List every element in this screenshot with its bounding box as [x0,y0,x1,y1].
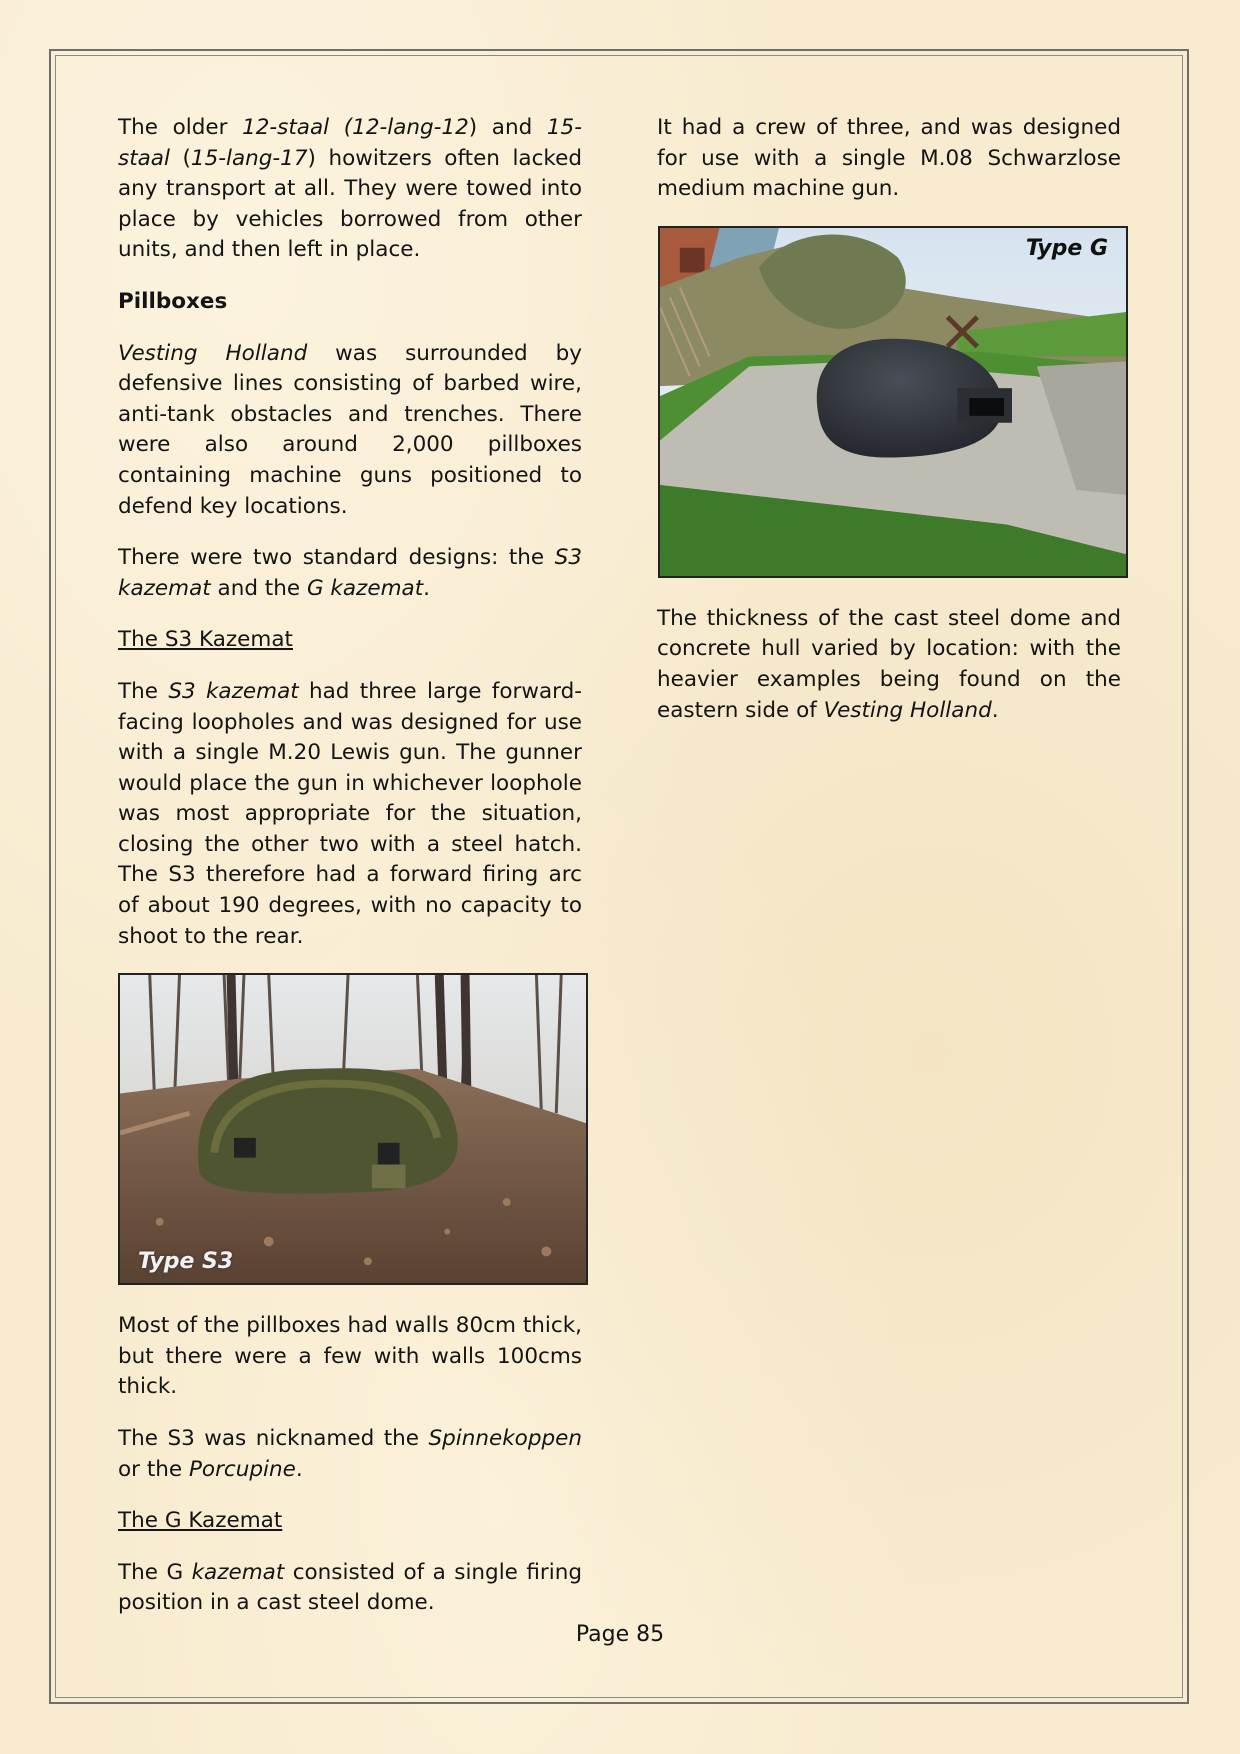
photo-type-s3-image [120,975,586,1283]
subheading-s3-kazemat: The S3 Kazemat [118,627,293,653]
paragraph-vesting-holland: Vesting Holland was surrounded by defensive lines consisting of barbed wire, anti-tank obstacles and trenches. There were also around 2,000 pillboxes containing machine guns positioned to defend key locations. [118,340,583,519]
heading-pillboxes: Pillboxes [118,288,228,314]
paragraph-s3-description: The S3 kazemat had three large forward-facing loopholes and was designed for use with a single M.20 Lewis gun. The gunner would place the gun in whichever loophole was most appropriate for the situation, closing the other two with a steel hatch. The S3 therefore had a forward firing arc of about 190 degrees, with no capacity to shoot to the rear. [118,678,582,949]
page-number: Page 85 [575,1622,665,1647]
paragraph-nickname: The S3 was nicknamed the Spinnekoppen or the Porcupine. [118,1426,582,1482]
paragraph-crew: It had a crew of three, and was designed for use with a single M.08 Schwarzlose medium machine gun. [657,115,1121,202]
paragraph-dome-thickness: The thickness of the cast steel dome and concrete hull varied by location: with the heavier examples being found on the eastern side of Vesting Holland. [657,605,1121,723]
photo-type-g-image [660,228,1126,576]
paragraph-wall-thickness: Most of the pillboxes had walls 80cm thick, but there were a few with walls 100cms thick. [118,1313,582,1400]
paragraph-standard-designs: There were two standard designs: the S3 kazemat and the G kazemat. [118,545,582,601]
photo-label-type-s3: Type S3 [138,1248,234,1274]
paragraph-g-description: The G kazemat consisted of a single firing position in a cast steel dome. [118,1559,582,1616]
photo-type-s3 [118,973,588,1285]
paragraph-howitzers: The older 12-staal (12-lang-12) and 15-staal (15-lang-17) howitzers often lacked any transport at all. They were towed into place by vehicles borrowed from other units, and then left in place. [118,115,582,263]
photo-label-type-g: Type G [1025,235,1108,261]
right-column [657,113,1121,747]
subheading-g-kazemat: The G Kazemat [118,1508,283,1534]
photo-type-g [658,226,1128,578]
left-column [118,113,582,1640]
